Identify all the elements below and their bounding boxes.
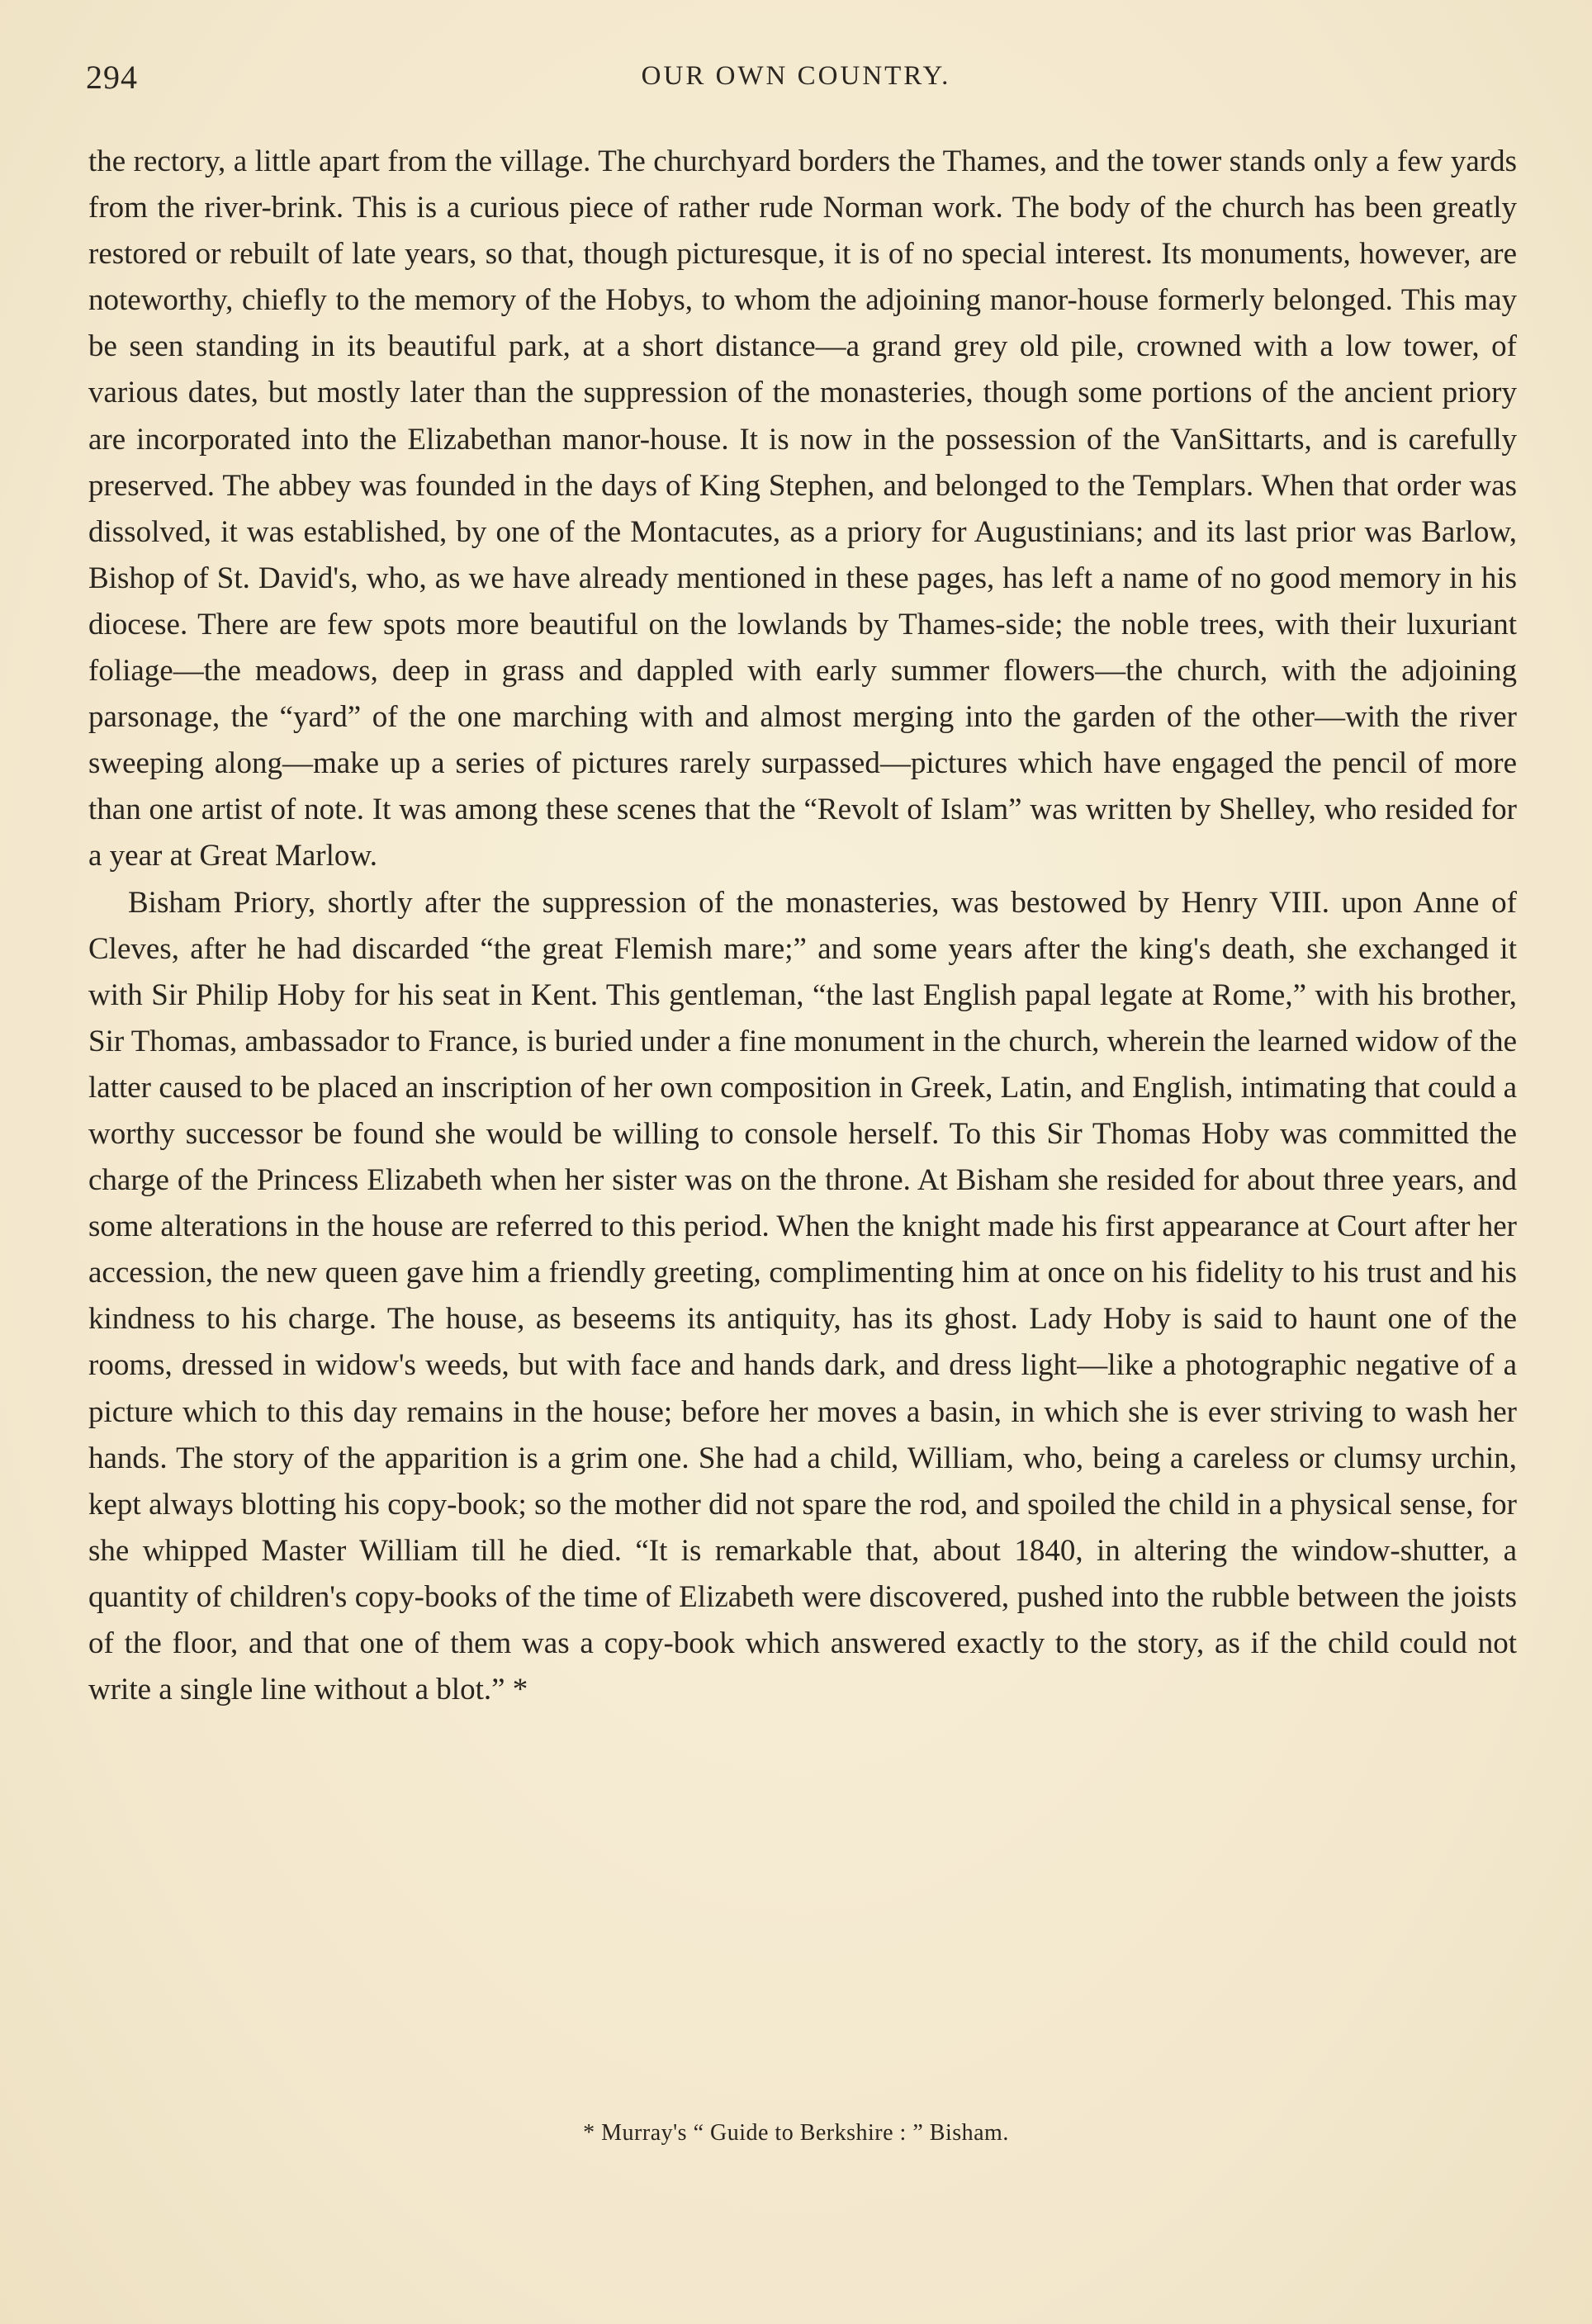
paragraph: Bisham Priory, shortly after the suppression of the monasteries, was bestowed by Henry VIII. upon Anne of Cleves, after he had discarded “the great Flemish mare;” and some years after the king's death, she exchanged it with Sir Philip Hoby for his seat in Kent. This gentleman, “the last English papal legate at Rome,” with his brother, Sir Thomas, ambassador to France, is buried under a fine monument in the church, wherein the learned widow of the latter caused to be placed an inscription of her own composition in Greek, Latin, and English, intimating that could a worthy successor be found she would be willing to console herself. To this Sir Thomas Hoby was committed the charge of the Princess Elizabeth when her sister was on the throne. At Bisham she resided for about three years, and some alterations in the house are referred to this period. When the knight made his first appearance at Court after her accession, the new queen gave him a friendly greeting, complimenting him at once on his fidelity to his trust and his kindness to his charge. The house, as beseems its antiquity, has its ghost. Lady Hoby is said to haunt one of the rooms, dressed in widow's weeds, but with face and hands dark, and dress light—like a photographic negative of a picture which to this day remains in the house; before her moves a basin, in which she is ever striving to wash her hands. The story of the apparition is a grim one. She had a child, William, who, being a careless or clumsy urchin, kept always blotting his copy-book; so the mother did not spare the rod, and spoiled the child in a physical sense, for she whipped Master William till he died. “It is remarkable that, about 1840, in altering the window-shutter, a quantity of children's copy-books of the time of Elizabeth were discovered, pushed into the rubble between the joists of the floor, and that one of them was a copy-book which answered exactly to the story, as if the child could not write a single line without a blot.” * (88, 885, 1517, 1707)
paragraph: the rectory, a little apart from the village. The churchyard borders the Thames, and the tower stands only a few yards from the river-brink. This is a curious piece of rather rude Norman work. The body of the church has been greatly restored or rebuilt of late years, so that, though picturesque, it is of no special interest. Its monuments, however, are noteworthy, chiefly to the memory of the Hobys, to whom the adjoining manor-house formerly belonged. This may be seen standing in its beautiful park, at a short distance—a grand grey old pile, crowned with a low tower, of various dates, but mostly later than the suppression of the monasteries, though some portions of the ancient priory are incorporated into the Elizabethan manor-house. It is now in the possession of the VanSittarts, and is carefully preserved. The abbey was founded in the days of King Stephen, and belonged to the Templars. When that order was dissolved, it was established, by one of the Montacutes, as a priory for Augustinians; and its last prior was Barlow, Bishop of St. David's, who, as we have already mentioned in these pages, has left a name of no good memory in his diocese. There are few spots more beautiful on the lowlands by Thames-side; the noble trees, with their luxuriant foliage—the meadows, deep in grass and dappled with early summer flowers—the church, with the adjoining parsonage, the “yard” of the one marching with and almost merging into the garden of the other—with the river sweeping along—make up a series of pictures rarely surpassed—pictures which have engaged the pencil of more than one artist of note. It was among these scenes that the “Revolt of Islam” was written by Shelley, who resided for a year at Great Marlow. (88, 144, 1517, 873)
body-text (88, 139, 1517, 1713)
running-title: OUR OWN COUNTRY. (641, 61, 951, 91)
running-head (0, 58, 1592, 107)
page-number: 294 (86, 59, 138, 96)
footnote: * Murray's “ Guide to Berkshire : ” Bisham. (583, 2120, 1009, 2146)
